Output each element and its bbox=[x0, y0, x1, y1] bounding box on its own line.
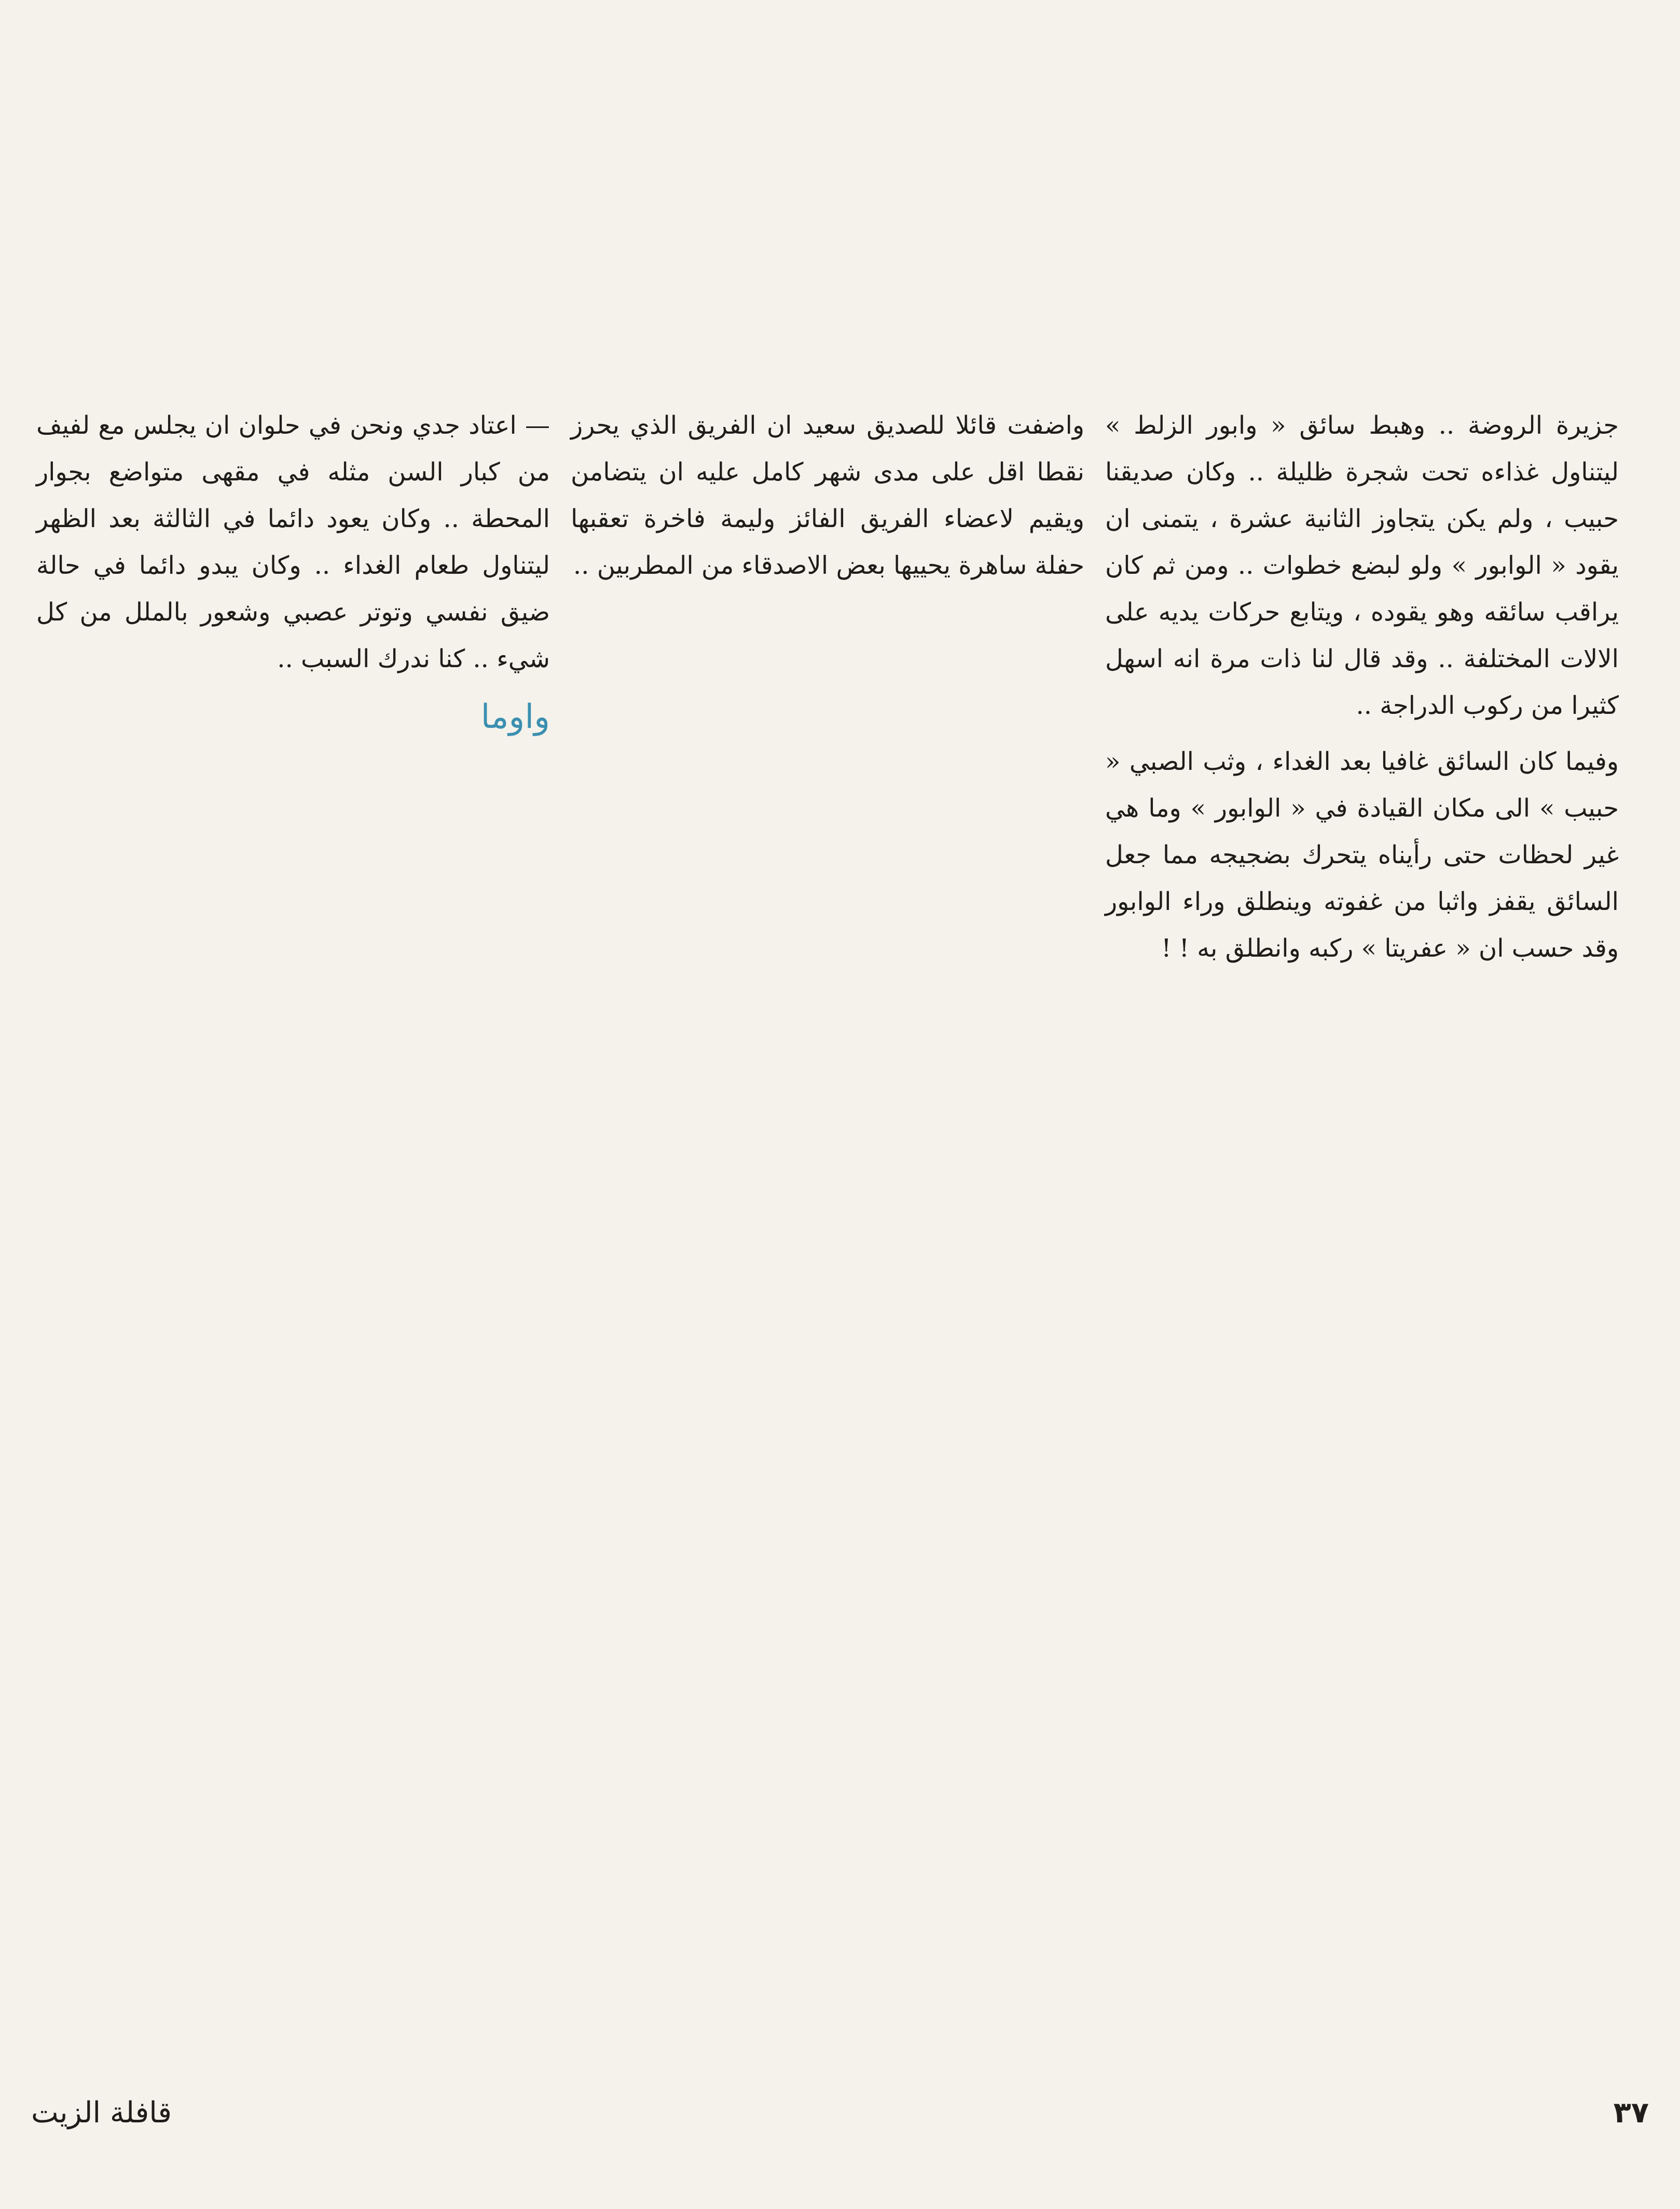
text-column-middle bbox=[571, 402, 1084, 598]
paragraph: واضفت قائلا للصديق سعيد ان الفريق الذي يحرز نقطا اقل على مدى شهر كامل عليه ان يتضامن ويقيم لاعضاء الفريق الفائز وليمة فاخرة تعقبها حفلة ساهرة يحييها بعض الاصدقاء من المطربين .. bbox=[571, 411, 1084, 580]
paragraph: — اعتاد جدي ونحن في حلوان ان يجلس مع لفيف من كبار السن مثله في مقهى متواضع بجوار المحطة .. وكان يعود دائما في الثالثة بعد الظهر ليتناول طعام الغداء .. وكان يبدو دائما في حالة ضيق نفسي وتوتر عصبي وشعور بالملل من كل شيء .. كنا ندرك السبب .. bbox=[36, 411, 550, 673]
text-column-left bbox=[36, 402, 550, 750]
paragraph: جزيرة الروضة .. وهبط سائق « وابور الزلط » ليتناول غذاءه تحت شجرة ظليلة .. وكان صديقنا حبيب ، ولم يكن يتجاوز الثانية عشرة ، يتمنى ان يقود « الوابور » ولو لبضع خطوات .. ومن ثم كان يراقب سائقه وهو يقوده ، ويتابع حركات يديه على الالات المختلفة .. وقد قال لنا ذات مرة انه اسهل كثيرا من ركوب الدراجة .. bbox=[1105, 411, 1619, 720]
logo-paragraph bbox=[36, 692, 550, 740]
paragraph: وفيما كان السائق غافيا بعد الغداء ، وثب الصبي « حبيب » الى مكان القيادة في « الوابور » وما هي غير لحظات حتى رأيناه يتحرك بضجيجه مما جعل السائق يقفز واثبا من غفوته وينطلق وراء الوابور وقد حسب ان « عفريتا » ركبه وانطلق به ! ! bbox=[1105, 747, 1619, 963]
publisher-logo: واوما bbox=[480, 697, 550, 736]
text-column-right bbox=[1105, 402, 1619, 981]
page-number: ٣٧ bbox=[1613, 2096, 1649, 2130]
magazine-name: قافلة الزيت bbox=[31, 2096, 172, 2130]
